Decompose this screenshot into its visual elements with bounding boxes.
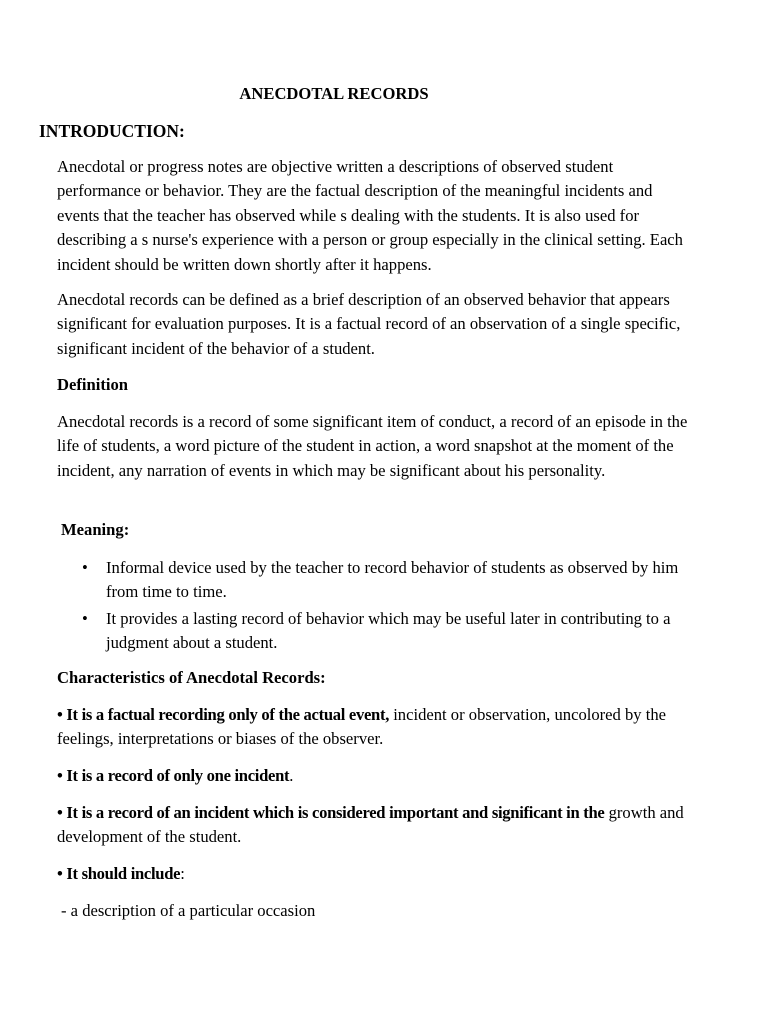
characteristic-text: incident or observation, uncolored by the feelings, interpretations or biases of the observer. bbox=[57, 705, 666, 749]
meaning-bullet-list bbox=[82, 556, 692, 656]
characteristic-item-3 bbox=[57, 801, 697, 850]
meaning-heading: Meaning: bbox=[61, 520, 130, 539]
characteristic-bold-text: • It is a record of an incident which is considered important and significant in the bbox=[57, 803, 605, 822]
definition-heading: Definition bbox=[57, 375, 128, 394]
introduction-heading: INTRODUCTION: bbox=[39, 121, 185, 141]
characteristic-item-1 bbox=[57, 703, 697, 752]
characteristic-bold-text: • It is a factual recording only of the actual event, bbox=[57, 705, 390, 724]
characteristics-heading: Characteristics of Anecdotal Records: bbox=[57, 668, 326, 687]
characteristic-bold-text: • It is a record of only one incident bbox=[57, 766, 290, 785]
bullet-icon: • bbox=[82, 608, 88, 628]
characteristic-text: : bbox=[180, 864, 185, 883]
introduction-paragraph-1: Anecdotal or progress notes are objective written a descriptions of observed student performance or behavior. They are the factual description of the meaningful incidents and events that the teacher has observed while s dealing with the students. It is also used for describing a s nurse's experience with a person or group especially in the clinical setting. Each incident should be written down shortly after it happens. bbox=[57, 157, 683, 274]
characteristic-bold-text: • It should include bbox=[57, 864, 181, 883]
characteristic-text: . bbox=[289, 766, 294, 785]
meaning-bullet-text: It provides a lasting record of behavior which may be useful later in contributing to a judgment about a student. bbox=[106, 608, 671, 653]
meaning-bullet-text: Informal device used by the teacher to record behavior of students as observed by him from time to time. bbox=[106, 558, 679, 602]
characteristic-item-2 bbox=[57, 764, 697, 788]
definition-paragraph: Anecdotal records is a record of some significant item of conduct, a record of an episode in the life of students, a word picture of the student in action, a word snapshot at the moment of the incident, any narration of events in which may be significant about his personality. bbox=[57, 412, 688, 480]
bullet-icon: • bbox=[82, 558, 88, 577]
document-title: ANECDOTAL RECORDS bbox=[239, 84, 429, 103]
introduction-paragraph-2: Anecdotal records can be defined as a brief description of an observed behavior that appears significant for evaluation purposes. It is a factual record of an observation of a single specific, significant incident of the behavior of a student. bbox=[57, 290, 681, 358]
characteristic-text: growth and development of the student. bbox=[57, 803, 684, 847]
meaning-bullet-item bbox=[82, 607, 692, 656]
meaning-bullet-item bbox=[82, 556, 692, 605]
characteristic-item-4 bbox=[57, 862, 697, 886]
characteristic-sub-item: - a description of a particular occasion bbox=[61, 901, 316, 920]
